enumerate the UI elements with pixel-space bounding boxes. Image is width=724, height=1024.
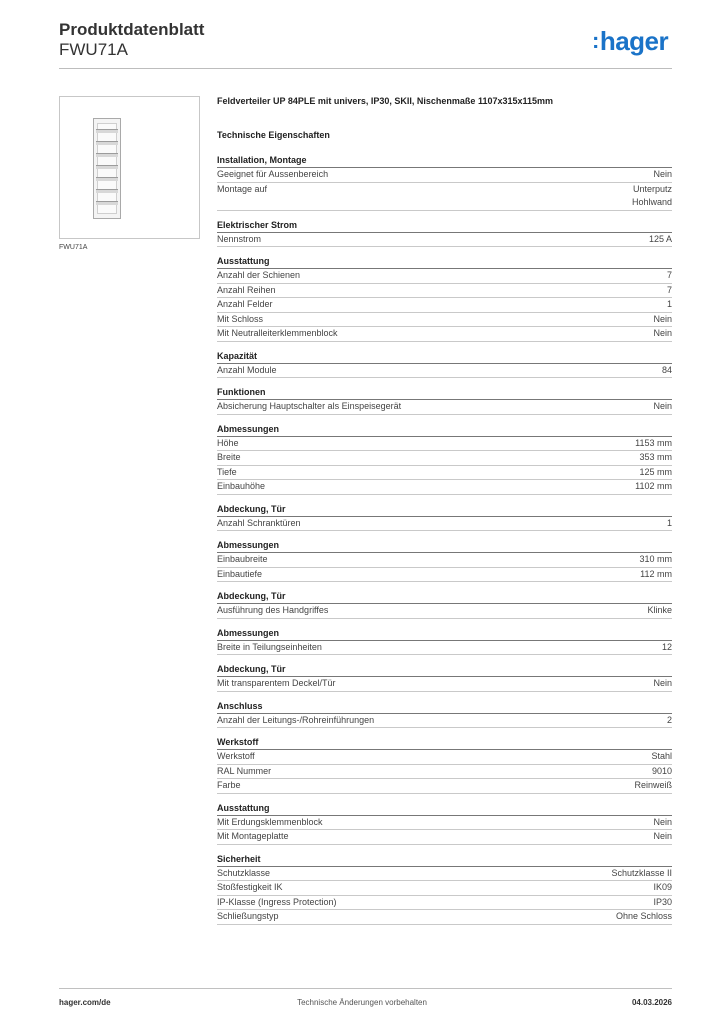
spec-value (667, 284, 672, 298)
spec-value-line: 7 (666, 270, 672, 280)
spec-value-line: 1102 mm (635, 481, 672, 491)
spec-section (217, 538, 672, 582)
spec-row (217, 400, 672, 415)
footer-divider (59, 988, 672, 989)
spec-row (217, 284, 672, 299)
spec-label: Stoßfestigkeit IK (217, 882, 283, 892)
section-title: Ausstattung (217, 254, 672, 269)
spec-row (217, 313, 672, 328)
product-image (59, 96, 200, 239)
spec-value-line: Schutzklasse II (611, 867, 672, 878)
spec-row (217, 517, 672, 532)
spec-row (217, 881, 672, 896)
hager-logo (592, 26, 668, 58)
spec-value-line: Reinweiß (634, 780, 672, 790)
section-title: Anschluss (217, 699, 672, 714)
spec-row (217, 910, 672, 925)
spec-label: Werkstoff (217, 751, 255, 761)
spec-section (217, 589, 672, 619)
spec-row (217, 327, 672, 342)
spec-label: Farbe (217, 780, 241, 790)
product-number: FWU71A (59, 40, 128, 59)
spec-value-line: 9010 (651, 765, 672, 776)
spec-label: Mit transparentem Deckel/Tür (217, 678, 336, 688)
section-title: Abmessungen (217, 626, 672, 641)
spec-value (639, 451, 672, 465)
spec-value (667, 269, 672, 283)
spec-value-line: Stahl (651, 751, 672, 761)
spec-label: Montage auf (217, 183, 268, 194)
spec-row (217, 233, 672, 248)
spec-value-line: 125 mm (639, 466, 672, 477)
spec-value (635, 437, 672, 451)
spec-section (217, 626, 672, 656)
logo-mark-icon: : (592, 28, 599, 53)
spec-value (634, 779, 672, 793)
spec-section (217, 385, 672, 415)
specs-table (217, 153, 672, 932)
spec-value-line: Nein (653, 816, 672, 827)
spec-label: Absicherung Hauptschalter als Einspeisegerät (217, 401, 402, 411)
spec-value (653, 816, 672, 830)
spec-label: Anzahl Felder (217, 299, 273, 309)
page-title: Produktdatenblatt (59, 20, 205, 39)
spec-value (667, 517, 672, 531)
section-title: Elektrischer Strom (217, 218, 672, 233)
spec-row (217, 604, 672, 619)
section-title: Sicherheit (217, 852, 672, 867)
spec-value (632, 183, 672, 210)
spec-label: Anzahl der Schienen (217, 270, 301, 280)
spec-row (217, 298, 672, 313)
spec-label: Mit Neutralleiterklemmenblock (217, 328, 338, 338)
section-title: Abdeckung, Tür (217, 589, 672, 604)
spec-value (639, 553, 672, 567)
spec-label: Schließungstyp (217, 911, 279, 921)
spec-section (217, 254, 672, 342)
spec-row (217, 437, 672, 452)
spec-row (217, 896, 672, 911)
spec-value (652, 765, 672, 779)
spec-value-line: Nein (653, 831, 672, 841)
spec-label: Einbaubreite (217, 554, 268, 564)
spec-value (611, 867, 672, 881)
spec-value (653, 327, 672, 341)
section-title: Werkstoff (217, 735, 672, 750)
spec-label: Geeignet für Aussenbereich (217, 169, 329, 179)
spec-section (217, 153, 672, 211)
spec-label: Mit Schloss (217, 313, 264, 324)
spec-section (217, 852, 672, 925)
section-title: Installation, Montage (217, 153, 672, 168)
spec-value-line: 1 (666, 517, 672, 528)
spec-value (640, 568, 672, 582)
spec-value-line: Klinke (647, 605, 672, 615)
section-title: Kapazität (217, 349, 672, 364)
spec-row (217, 183, 672, 211)
spec-label: RAL Nummer (217, 765, 272, 776)
spec-section (217, 735, 672, 794)
spec-value (653, 400, 672, 414)
spec-row (217, 816, 672, 831)
spec-value-line: 353 mm (639, 452, 672, 462)
cabinet-rail (96, 177, 118, 181)
cabinet-rail (96, 153, 118, 157)
spec-value (651, 750, 672, 764)
spec-row (217, 830, 672, 845)
spec-row (217, 466, 672, 481)
footer-note: Technische Änderungen vorbehalten (297, 998, 427, 1007)
spec-value (653, 677, 672, 691)
cabinet-rail (96, 141, 118, 145)
spec-value-line: Nein (653, 313, 672, 324)
spec-section (217, 699, 672, 729)
spec-row (217, 451, 672, 466)
spec-value (616, 910, 672, 924)
footer-website: hager.com/de (59, 998, 111, 1007)
cabinet-rail (96, 201, 118, 205)
spec-value-line: Unterputz (632, 183, 672, 194)
cabinet-rail (96, 129, 118, 133)
spec-label: Höhe (217, 437, 239, 448)
spec-section (217, 662, 672, 692)
cabinet-rail (96, 189, 118, 193)
section-title: Abdeckung, Tür (217, 662, 672, 677)
footer-date: 04.03.2026 (631, 998, 672, 1007)
product-description: Feldverteiler UP 84PLE mit univers, IP30, SKII, Nischenmaße 1107x315x115mm (217, 96, 554, 106)
spec-value-line: Nein (653, 401, 672, 411)
spec-value-line: 125 A (648, 233, 672, 244)
specs-title: Technische Eigenschaften (217, 130, 330, 140)
spec-label: Anzahl Module (217, 364, 277, 375)
spec-value (653, 830, 672, 844)
spec-value-line: 2 (666, 714, 672, 725)
spec-value (639, 466, 672, 480)
spec-row (217, 677, 672, 692)
spec-label: Ausführung des Handgriffes (217, 605, 329, 615)
spec-row (217, 364, 672, 379)
spec-value-line: Nein (653, 328, 672, 338)
spec-value (653, 896, 672, 910)
spec-value-line: Nein (653, 169, 672, 179)
spec-label: Mit Erdungsklemmenblock (217, 816, 323, 827)
spec-value-line: Ohne Schloss (615, 911, 672, 921)
spec-label: Breite in Teilungseinheiten (217, 641, 322, 652)
spec-value-line: 12 (661, 641, 672, 652)
spec-value-line: 7 (666, 284, 672, 295)
spec-value (662, 364, 672, 378)
spec-section (217, 349, 672, 379)
spec-section (217, 218, 672, 248)
spec-label: Breite (217, 452, 241, 462)
spec-label: Mit Montageplatte (217, 831, 289, 841)
spec-value-line: 1 (666, 299, 672, 309)
spec-value-line: Hohlwand (631, 197, 672, 207)
section-title: Funktionen (217, 385, 672, 400)
spec-row (217, 867, 672, 882)
spec-label: Nennstrom (217, 233, 262, 244)
product-image-caption: FWU71A (59, 244, 88, 251)
spec-value (653, 313, 672, 327)
spec-row (217, 480, 672, 495)
section-title: Abmessungen (217, 538, 672, 553)
spec-label: Einbauhöhe (217, 481, 266, 491)
spec-value-line: Nein (653, 678, 672, 688)
logo-text: hager (599, 26, 669, 56)
spec-label: Tiefe (217, 466, 237, 477)
spec-label: IP-Klasse (Ingress Protection) (217, 896, 337, 907)
spec-value-line: 112 mm (640, 568, 672, 579)
distribution-cabinet-icon (93, 118, 121, 219)
spec-label: Anzahl der Leitungs-/Rohreinführungen (217, 714, 375, 725)
spec-value (667, 298, 672, 312)
spec-value (649, 233, 672, 247)
section-title: Abdeckung, Tür (217, 502, 672, 517)
spec-value (653, 881, 672, 895)
section-title: Abmessungen (217, 422, 672, 437)
spec-row (217, 168, 672, 183)
spec-row (217, 553, 672, 568)
spec-section (217, 801, 672, 845)
spec-value-line: 310 mm (639, 554, 672, 564)
spec-value (667, 714, 672, 728)
spec-section (217, 502, 672, 532)
spec-value-line: IK09 (653, 882, 672, 892)
spec-row (217, 641, 672, 656)
spec-label: Anzahl Schranktüren (217, 517, 301, 528)
spec-label: Anzahl Reihen (217, 284, 276, 295)
spec-value (662, 641, 672, 655)
spec-value (653, 168, 672, 182)
cabinet-rail (96, 165, 118, 169)
spec-value-line: 1153 mm (635, 437, 672, 448)
spec-row (217, 568, 672, 583)
spec-value-line: IP30 (653, 896, 672, 907)
section-title: Ausstattung (217, 801, 672, 816)
spec-value (647, 604, 672, 618)
header-divider (59, 68, 672, 69)
spec-row (217, 750, 672, 765)
spec-label: Schutzklasse (217, 867, 271, 878)
spec-value (635, 480, 672, 494)
spec-row (217, 765, 672, 780)
spec-row (217, 779, 672, 794)
spec-section (217, 422, 672, 495)
spec-label: Einbautiefe (217, 568, 263, 579)
spec-row (217, 714, 672, 729)
spec-value-line: 84 (661, 364, 672, 375)
spec-row (217, 269, 672, 284)
